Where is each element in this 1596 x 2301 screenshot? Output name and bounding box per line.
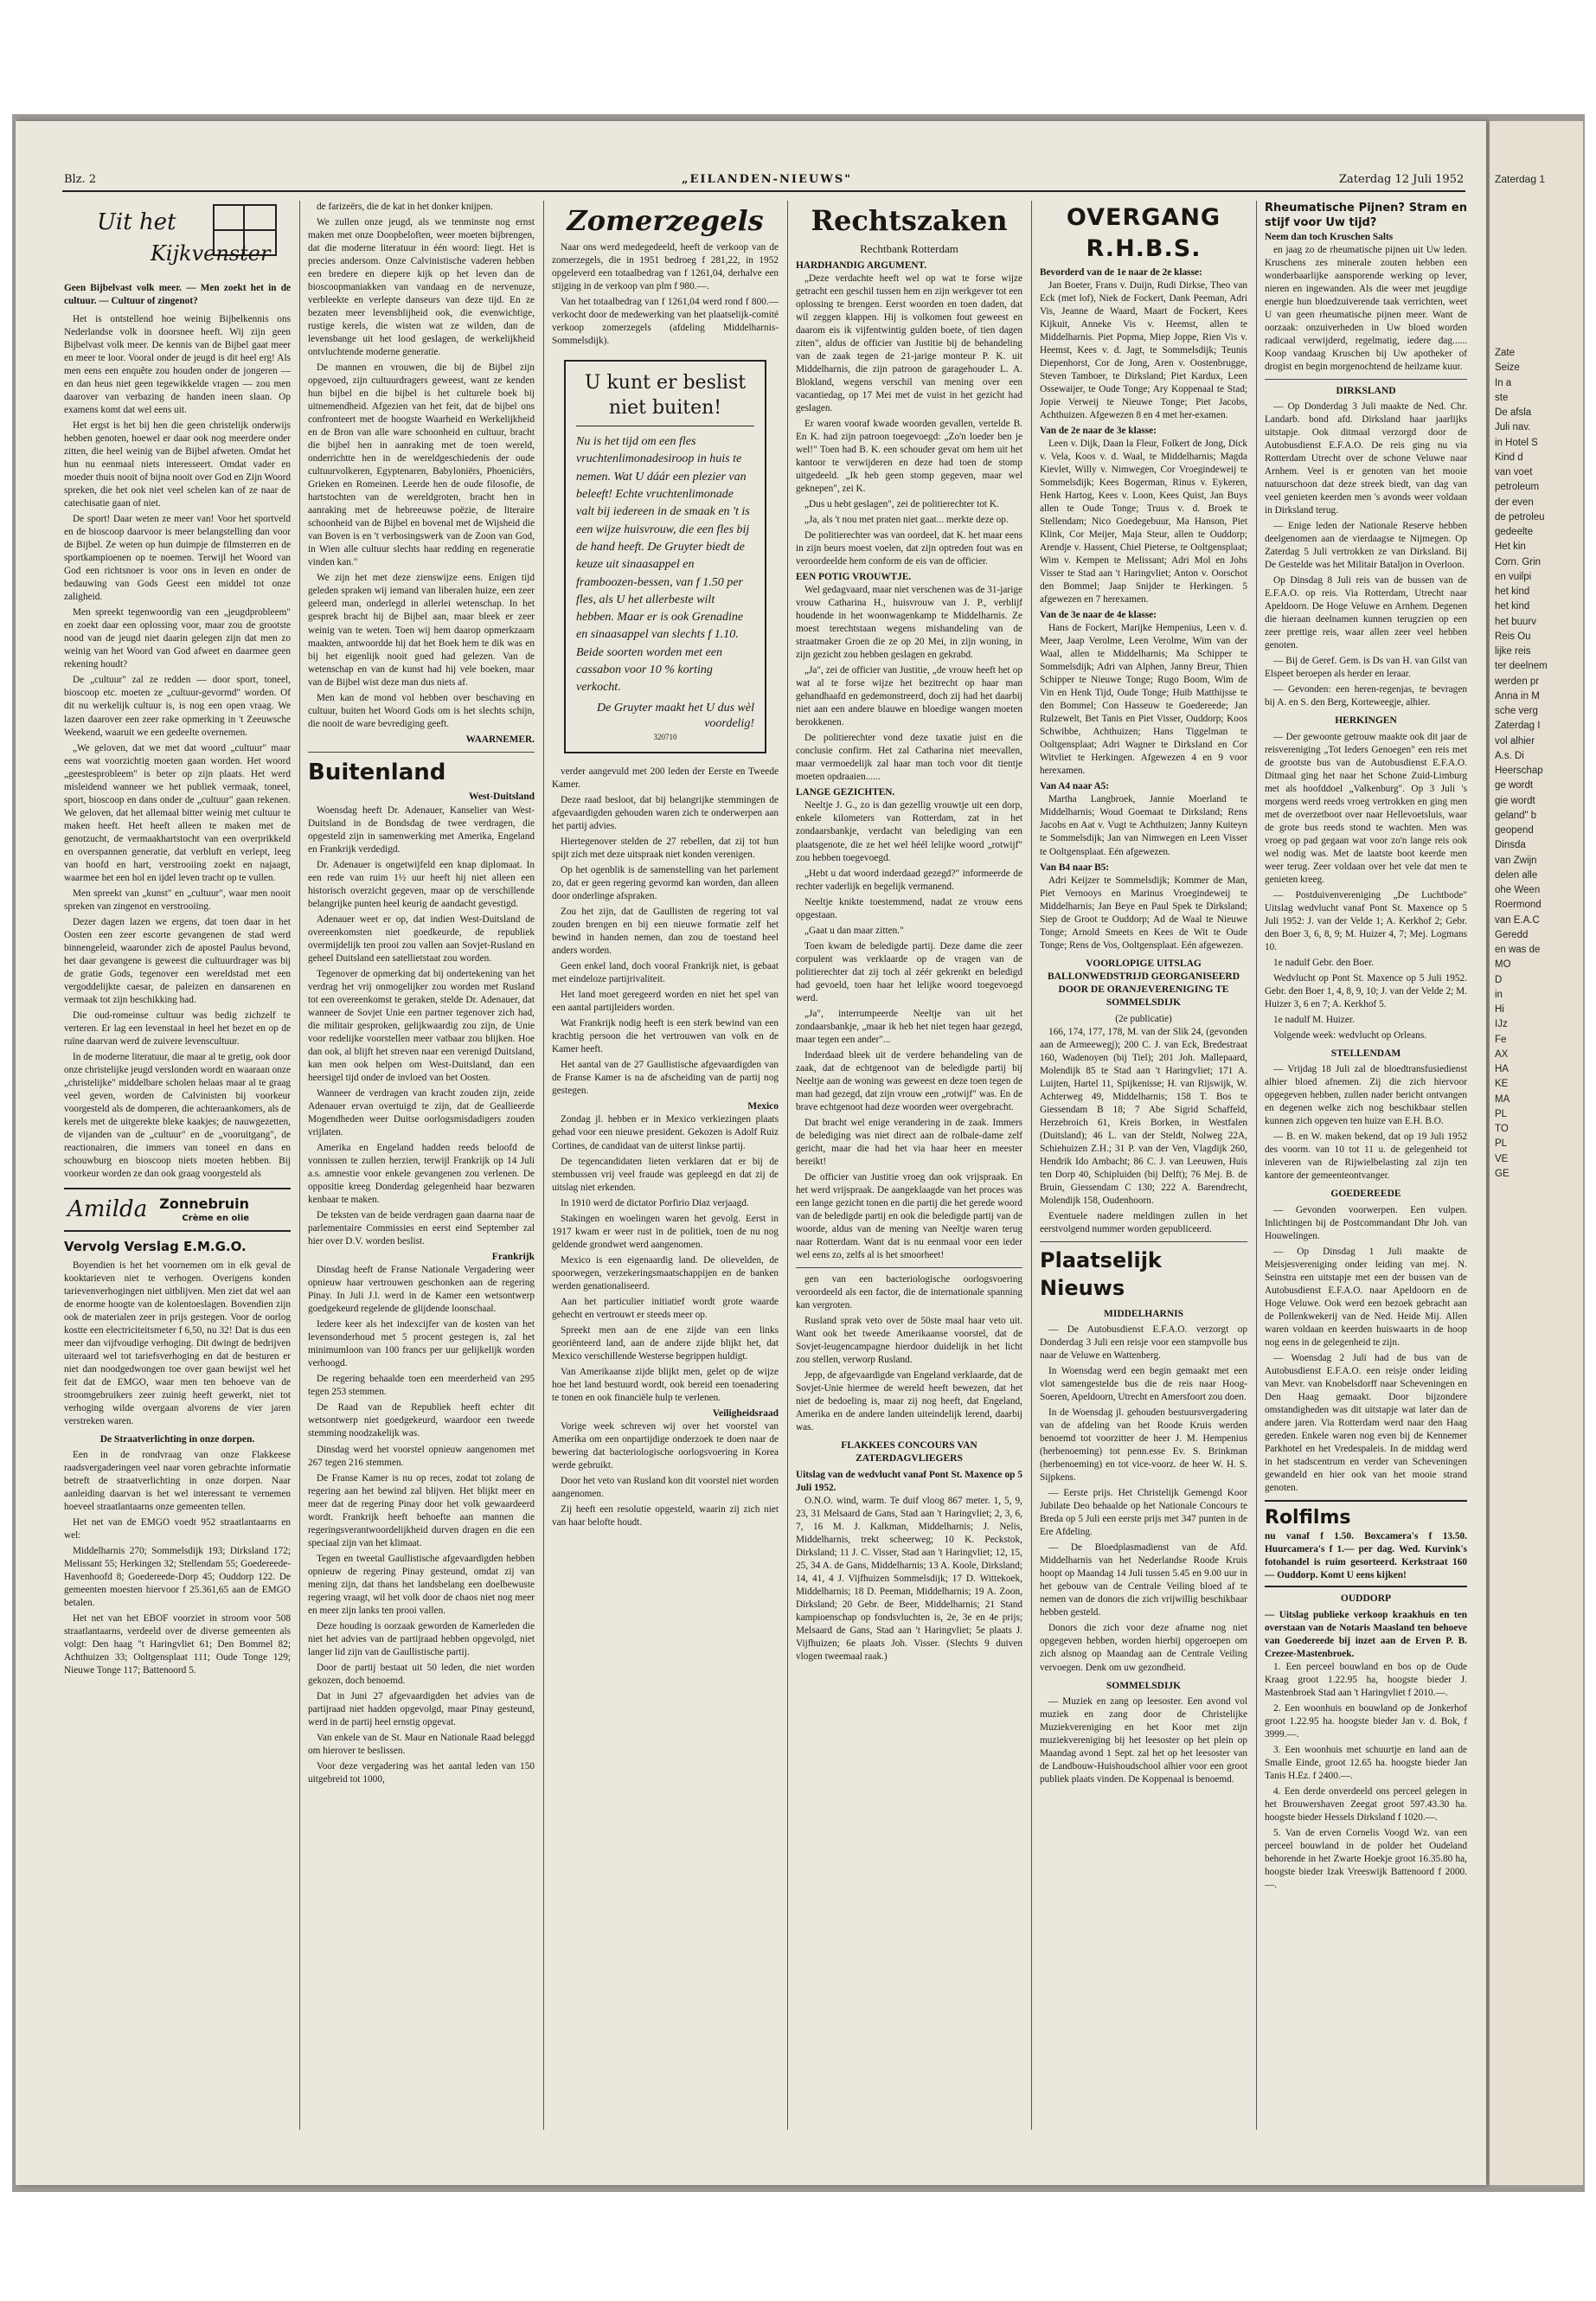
next-page-fragment: Geredd (1495, 929, 1529, 940)
header-rule (62, 190, 1465, 192)
next-page-fragment: ste (1495, 392, 1509, 403)
column-2 (308, 201, 535, 2130)
straat-body (64, 1449, 291, 1677)
article-paragraph: Adenauer weet er op, dat indien West-Duitsland de overeenkomsten niet goedkeurde, de republiek overmijdelijk ten prooi zou vallen aan Sovjet-Rusland en geheel Duitsland een satellietstaat zou worden. (308, 913, 535, 964)
column-divider (1031, 201, 1032, 2130)
emgo-heading: Vervolg Verslag E.M.G.O. (64, 1238, 247, 1254)
article-paragraph: — Postduivenvereniging „De Luchtbode" Uitslag wedvlucht vanaf Pont St. Maxence op 5 Juli 1952: J. van der Velde 1; A. Kerkhof 2; Gebr. den Boer 3, 6, 8, 9; M. Huizer 4, 7; Mej. Logmans 10. (1265, 889, 1467, 952)
article-paragraph: „Dus u hebt geslagen", zei de politierechter tot K. (804, 499, 999, 510)
article-paragraph: Vorige week schreven wij over het voorstel van Amerika om een onpartijdige onderzoek te doen naar de bewering dat bacteriologische oorlogsvoering in Korea werde gebruikt. (552, 1421, 779, 1471)
overgang-list-3: Hans de Fockert, Marijke Hempenius, Leen v. d. Meer, Jaap Verolme, Leen Verolme, Wim van der Waal, allen te Middelharnis; Ma Schipper te Sommelsdijk; Adri van Alphen, Janny Breur, Thien Schipper te Nieuwe Tonge; Rugo Boom, Wim de Vin en Henk Tijd, Oude Tonge; Huib Matthijsse te den Bommel; Con Hasseuw te Goedereede; Jan Rulzewelt, Bet Tanis en Piet Visser, Ouddorp; Koos Schwibbe, Achthuizen; Hans Tiggelman te Ooltgensplaat; Adri Wagner te Dirksland en Cor Witvliet te Herkingen. Afgewezen 4 en 9 voor herexamen. (1040, 623, 1247, 777)
article-paragraph: De teksten van de beide verdragen gaan daarna naar de parlementaire Commissies en eerst eind September zal hier over D.V. worden beslist. (308, 1209, 535, 1247)
herkingen-body (1265, 731, 1467, 1042)
overgang-lead-1: Bevorderd van de 1e naar de 2e klasse: (1040, 266, 1202, 278)
article-paragraph: Rusland sprak veto over de 50ste maal haar veto uit. Want ook het tweede Amerikaanse voorstel, dat de Sovjet-leugencampagne hierdoor duidelijk in het licht zou stellen, verworp Rusland. (796, 1316, 1022, 1366)
rechtszaken-heading: Rechtszaken (811, 204, 1008, 237)
frankrijk-continued (552, 766, 779, 1098)
article-paragraph: De politierechter vond deze taxatie juist en die conclusie confirm. Het zal Catharina niet meevallen, maar vermoedelijk zal haar man toch voor dit tientje moeten opdraaien...... (796, 733, 1022, 783)
article-paragraph: Jepp, de afgevaardigde van Engeland verklaarde, dat de Sovjet-Unie hiermee de wereld heeft bewezen, dat het niet de bedoeling is, maar zij nog heeft, dat Engeland, Amerika en de andere landen uiteindelijk lerend, daarbij was. (796, 1370, 1022, 1433)
article-paragraph: verder aangevuld met 200 leden der Eerste en Tweede Kamer. (552, 766, 779, 790)
article-paragraph: Amerika en Engeland hadden reeds beloofd de vonnissen te zullen herzien, terwijl Frankrijk op 14 Juli a.s. amnestie voor enkele gevangenen zou verlenen. De oppositie kreeg Donderdag gelegenheid haar bezwaren kenbaar te maken. (308, 1142, 535, 1205)
next-page-fragment: Seize (1495, 362, 1520, 374)
ad-code: 320710 (653, 732, 677, 741)
article-paragraph: Tegen en tweetal Gaullistische afgevaardigden hebben opnieuw de regering Pinay gesteund, omdat zij van mening zijn, dat thans het landsbelang een doelbewuste regering vraagt, wil het volk door de chaos niet nog meer en meer zijn lanks ten prooi vallen. (308, 1553, 535, 1616)
next-page-fragment: ter deelnem (1495, 661, 1548, 672)
amilda-logo: Amilda (67, 1196, 148, 1223)
next-page-fragment: werden pr (1495, 676, 1540, 687)
frankrijk-body (308, 1264, 535, 1786)
next-page-fragment: MO (1495, 959, 1511, 971)
kruschen-subheadline: Neem dan toch Kruschen Salts (1265, 231, 1394, 242)
goedereede-body (1265, 1204, 1467, 1495)
next-page-fragment: Heerschap (1495, 766, 1543, 776)
article-paragraph: — De Bloedplasmadienst van de Afd. Middelharnis van het Nederlandse Roode Kruis hoopt op Maandag 14 Juli tussen 5.45 en 9.00 uur in het gebouw van de Centrale Veiling bloed af te nemen van de donors die zich vrijwillig beschikbaar hebben gesteld. (1040, 1542, 1247, 1618)
article-paragraph: De Franse Kamer is nu op reces, zodat tot zolang de regering aan het bewind zal blijven. Het blijkt meer en meer dat de regering Pinay door het volk gewaardeerd wordt. Frankrijk heeft behoefte aan mannen die regeringsverantwoordelijkheid durven dragen en die een speciaal zijn van het klimaat. (308, 1472, 535, 1548)
article-paragraph: — Op Dinsdag 1 Juli maakte de Meisjesvereniging onder leiding van mej. N. Seinstra een uitstapje met een der bussen van de Autobusdienst E.F.A.O. naar Apeldoorn en de Hoge Veluwe. Ook werd een bezoek gebracht aan de Pollenkwekerij van de Ned. Heide Mij. Allen waren voldaan en keerden huiswaarts in de hoop nog eens in de gelegenheid te zijn. (1265, 1246, 1467, 1348)
de-gruyter-advertisement (564, 360, 766, 753)
ouddorp-body (1265, 1661, 1467, 1892)
article-paragraph: — Gevonden: een heren-regenjas, te bevragen bij A. en S. den Berg, Korteweegje, alhier. (1265, 684, 1467, 708)
next-page-fragment: gedeelte (1495, 527, 1534, 537)
article-paragraph: Het ergst is het bij hen die geen christelijk onderwijs hebben genoten, hoewel er daar ook nog meerdere onder zitten, die heel weinig van de Bijbel afweten. Omdat het hun nu eenmaal niets interesseert. Omdat vader en moeder thuis nooit of bijna nooit over God en Zijn Woord spreken, die het ook niet veel schelen kan of ze naar de catechisatie gaan of niet. (64, 420, 291, 510)
article-paragraph: 1e nadulf Gebr. den Boer. (1273, 957, 1375, 968)
amilda-product: Zonnebruin (159, 1195, 250, 1213)
next-page-fragment: in (1495, 989, 1503, 1000)
next-page-fragment: GE (1495, 1168, 1509, 1179)
ouddorp-heading: OUDDORP (1340, 1593, 1392, 1605)
stellendam-body-2: — B. en W. maken bekend, dat op 19 Juli 1952 des voorm. van 10 tot 11 u. de gelegenheid tot inleveren van de Rijwielbelasting zal zijn ten kantore der gemeenteontvanger. (1265, 1131, 1467, 1182)
next-page-fragment: het kind (1495, 601, 1530, 612)
article-paragraph: Inderdaad bleek uit de verdere behandeling van de zaak, dat de echtgenoot van de beledigde partij bij Neeltje aan de woning was geweest en deze toen tegen de man had gezegd, dat zijn vrouw een „rotwijf" was. En de brave echtgenoot had deze woorden weer overgebracht. (796, 1049, 1022, 1112)
article-paragraph: 5. Van de erven Cornelis Voogd Wz. van een perceel bouwland in de polder het Oudeland behorende in het Zwarte Hoekje groot 16.35.80 ha, hoogste bieder Izak Vreeswijk Battenoord f 2000.—. (1265, 1827, 1467, 1890)
newspaper-page (16, 121, 1486, 2185)
article-paragraph: We zijn het met deze zienswijze eens. Enigen tijd geleden spraken wij iemand van liberalen huize, een zeer geleerd man, onderlegd in allerlei wetenschap. In het gesprek bracht hij de Bijbel aan, maar bleek er zeer weinig van te weten. Toen wij hem daarop opmerkzaam maakten, antwoordde hij dat het Boek hem te dik was en bij het eigenlijk nooit goed had gelezen. Van de wetenschap en van de kunst had hij vele boeken, maar van de Bijbel wist deze man dus niets af. (308, 573, 535, 688)
article-paragraph: — Der gewoonte getrouw maakte ook dit jaar de reisvereniging „Tot Ieders Genoegen" een reis met de grootste bus van de Autobusdienst E.F.A.O. Ditmaal ging het naar het Schone Zuid-Limburg met als hoofddoel „Valkenburg". Op 3 Juli 's morgens werd reeds vroeg vertrokken en ging men met de overzetboot over naar Hellevoetsluis, waar de grote bus reeds stond te wachten. Men was vroeg op pad gegaan wat voor zo'n lange reis ook wel nodig was. Met de laatste boot keerde men weer terug. Zeer voldaan over het vele dat men te genieten kreeg. (1265, 731, 1467, 885)
column-1 (64, 201, 291, 2130)
rechtbank-subheading: Rechtbank Rotterdam (860, 241, 958, 255)
article-paragraph: Die oud-romeinse cultuur was bedig zichzelf te verteren. Er lag een levenstaal in heel het bezet en op de ruïne daarvan werd de zuivere levenscultuur. (64, 1009, 291, 1047)
middelharnis-heading: MIDDELHARNIS (1103, 1308, 1183, 1319)
article-paragraph: Donors die zich voor deze afname nog niet opgegeven hebben, worden hierbij opgeroepen om zich alsnog op Maandag aan de Centrale Veiling vervoegen. Denk om uw gezondheid. (1040, 1623, 1247, 1673)
ad-text: Nu is het tijd om een fles vruchtenlimonadesiroop in huis te nemen. Wat U dáár een plezier van beleeft! Echte vruchtenlimonade valt bij iedereen in de smaak en 't is een wijze huisvrouw, die een fles bij de hand heeft. De Gruyter biedt de keuze uit sinaasappel en framboozen-bessen, van f 1.50 per fles, als U het allerbeste wilt hebben. Maar er is ook Grenadine en sinaasappel van slechts f 1.10. Beide soorten worden met een cassabon voor 10 % korting verkocht. (576, 435, 750, 695)
article-paragraph: de farizeërs, die de kat in het donker knijpen. (317, 202, 493, 212)
article-paragraph: We zullen onze jeugd, als we tenminste nog ernst maken met onze Doopbeloften, weer moeten bijbrengen, dat die moderne literatuur in één woord: liegt. Het is precies andersom. Onze Calvinistische vaderen hebben een bredere en diepere kijk op het leven dan de bioscoopmaniakken van vandaag en de nervenuze, verbleekte en verlepte danseurs van deze tijd. En ze bezaten meer levensblijheid ook, die evenwichtige, rustige kerels, die wisten wat ze wilden, dan de levensbange uit het lood geslagen, de werkelijkheid ontvluchtende moderne generatie. (308, 217, 535, 358)
next-page-fragment: van Zwijn (1495, 855, 1537, 866)
ad-footer: De Gruyter maakt het U dus wèl voordelig! (597, 701, 754, 731)
next-page-fragment: van E.A.C (1495, 914, 1540, 926)
next-page-fragment: IJz (1495, 1019, 1508, 1030)
article-paragraph: Het net van het EBOF voorziet in stroom voor 508 straatlantaarns, verdeeld over de diverse gemeenten als volgt: Den haag "t Haringvliet 61; Den Bommel 82; Achthuizen 33; Ooltgensplaat 111; Oude Tonge 129; Nieuwe Tonge 117; Battenoord 5. (64, 1613, 291, 1676)
kijkvenster-heading (64, 201, 291, 280)
sommelsdijk-heading: SOMMELSDIJK (1106, 1680, 1182, 1691)
article-paragraph: 3. Een woonhuis met schuurtje en land aan de Smalle Einde, groot 12.65 ha. hoogste bieder Jan Tanis H.Ez. f 2400.—. (1265, 1744, 1467, 1781)
next-page-fragment: sche verg (1495, 706, 1538, 716)
section-rule (796, 1267, 1022, 1268)
article-paragraph: Hiertegenover stelden de 27 rebellen, dat zij tot hun spijt zich met deze uitspraak niet konden verenigen. (552, 836, 779, 860)
article-paragraph: Dr. Adenauer is ongetwijfeld een knap diplomaat. In een rede van ruim 1½ uur heeft hij niet alleen een historisch overzicht gegeven, maar op de verschillende belangrijke punten heel keurig de aandacht gevestigd. (308, 859, 535, 909)
veiligheidsraad-continued (796, 1273, 1022, 1434)
kijkvenster-continued (308, 201, 535, 731)
next-page-fragment: gie wordt (1495, 795, 1535, 806)
article-paragraph: — Woensdag 2 Juli had de bus van de Autobusdienst E.F.A.O. een reisje onder leiding van Mevr. van Knobelsdorff naar Scheveningen en Den Haag gemaakt. Door bijzondere omstandigheden was dit uitstapje wat later dan de andere jaren. Via Rotterdam werd naar den Haag gereden. Enkele waren nog even bij de Kennemer Parkhotel en het Vredespaleis. In de middag werd in het stadscentrum en verder van Scheveningen gewandeld en hier ook van het mooie strand genoten. (1265, 1352, 1467, 1494)
article-paragraph: gen van een bacteriologische oorlogsvoering veroordeeld als een factor, die de internationale spanning kan vergroten. (796, 1273, 1022, 1311)
article-paragraph: De „cultuur" zal ze redden — door sport, toneel, bioscoop etc. moeten ze „cultuur-gevormd" worden. Of dit nu werkelijk cultuur is, is nog een open vraag. We lazen daarover een zeer rake opmerking in 't Zeeuwsche Weekend, waaruit we een gedeelte overnemen. (64, 675, 291, 738)
plaatselijk-nieuws-heading: Plaatselijk Nieuws (1040, 1248, 1162, 1300)
article-paragraph: Iedere keer als het indexcijfer van de kosten van het levensonderhoud met 5 procent gestegen is, zal het minimumloon van 100 francs per uur gelijkelijk worden verhoogd. (308, 1319, 535, 1369)
article-paragraph: Neeltje J. G., zo is dan gezellig vrouwtje uit een dorp, enkele kilometers van Rotterdam, zat in het zondaarsbankje, verdacht van belediging van een plaatsgenote, die ze het wel héél lelijke woord „rotwijf" zou hebben toegevoegd. (796, 800, 1022, 863)
overgang-lead-5: Van B4 naar B5: (1040, 862, 1110, 873)
next-page-fragment: Reis Ou (1495, 631, 1531, 642)
next-page-fragment: het buurv (1495, 616, 1536, 627)
next-page-fragment: het kind (1495, 586, 1530, 597)
article-paragraph: In Woensdag werd een begin gemaakt met een vlot samengestelde bus die de reis naar Hoog-Soeren, Apeldoorn, Utrecht en Amersfoort zou doen. (1040, 1366, 1247, 1403)
article-paragraph: Volgende week: wedvlucht op Orleans. (1273, 1030, 1427, 1041)
next-page-fragment: Fe (1495, 1034, 1507, 1045)
section-rule (308, 752, 535, 753)
zomerzegels-heading: Zomerzegels (567, 204, 764, 237)
article-paragraph: „We geloven, dat we met dat woord „cultuur" maar eens wat voorzichtig moeten gaan worden. Het woord „geestesprobleem" is beter op zijn plaats. Het werd misleidend wanneer we het publiek vermaak, toneel, sport, bioscoop en dans onder de „cultuur" gaan rekenen. We geloven, dat het allemaal bitter weinig met cultuur te maken heeft. Het heeft alleen te maken met de genotzucht, de vermaakhartstocht van een overprikkeld en overspannen generatie, dat verbluft en verlept, leeg van hoofd en hart, verstrooiing zoekt en najaagt, waarmee het een hol en ijdel leven tracht op te vullen. (64, 742, 291, 883)
article-paragraph: 1. Een perceel bouwland en bos op de Oude Kraag groot 1.22.95 ha, hoogste bieder J. Mastenbroek Stad aan 't Haringvliet f 2010.—. (1265, 1661, 1467, 1698)
article-paragraph: — Enige leden der Nationale Reserve hebben deelgenomen aan de vierdaagse te Nijmegen. Op Zaterdag 5 Juli vertrokken ze van Dirksland. Bij De Gestelde was het Militair Bataljon in Overloon. (1265, 521, 1467, 571)
next-page-fragment: en was de (1495, 945, 1541, 955)
next-page-fragment: De afsla (1495, 407, 1532, 418)
rolfilms-text: nu vanaf f 1.50. Boxcamera's f 13.50. Huurcamera's f 1.— per dag. Wed. Kurvink's fotohandel is ruim gesorteerd. Kerkstraat 160 — Ouddorp. Komt U eens kijken! (1265, 1531, 1467, 1581)
sommelsdijk-body (1040, 1695, 1247, 1786)
article-paragraph: Het land moet geregeerd worden en niet het spel van een aantal partijleiders worden. (552, 990, 779, 1014)
buitenland-heading: Buitenland (308, 759, 446, 785)
straat-heading: De Straatverlichting in onze dorpen. (99, 1433, 255, 1445)
article-paragraph: Wat Frankrijk nodig heeft is een sterk bewind van een krachtig persoon die het vertrouwen van volk en de Kamer heeft. (552, 1018, 779, 1055)
next-page-fragment: PL (1495, 1108, 1508, 1119)
mexico-body (552, 1113, 779, 1404)
next-page-edge (1490, 121, 1583, 2185)
article-paragraph: Van Amerikaanse zijde blijkt men, gelet op de wijze hoe het land bestuurd wordt, ook bereid een toenadering te tonen en ook financiële hulp te verlenen. (552, 1366, 779, 1403)
article-paragraph: Men spreekt van „kunst" en „cultuur", waar men nooit spreken van zingenot en verstrooiing. (64, 888, 291, 912)
column-divider (543, 201, 544, 2130)
emgo-body (64, 1259, 291, 1428)
overgang-list-4: Martha Langbroek, Jannie Moerland te Middelharnis; Woud Goemaat te Dirksland; Rens Jacobs en Aat v. Vugt te Achthuizen; Janny Kuiteyn te Sommelsdijk; Jan van Nimwegen en Leen Visser te Ooltgensplaat. Eén afgewezen. (1040, 794, 1247, 857)
next-page-fragment: in Hotel S (1495, 437, 1538, 448)
article-paragraph: Deze houding is oorzaak geworden de Kamerleden die niet het advies van de partijraad hebben opgevolgd, niet langer lid zijn van de Gaullistische partij. (308, 1620, 535, 1657)
flakkee-heading: FLAKKEES CONCOURS VAN ZATERDAGVLIEGERS (841, 1440, 977, 1465)
ad-headline: U kunt er beslist niet buiten! (576, 370, 754, 427)
overgang-list-2: Leen v. Dijk, Daan la Fleur, Folkert de Jong, Dick v. Vela, Koos v. d. Waal, te Middelharnis; Magda Kievlet, Willy v. Nimwegen, Cor Vroegindeweij te Sommelsdijk; Kees Bogerman, Rinus v. Eykeren, Henk Hartog, Kees v. Loon, Kees Quist, Jan Buys allen te Oude Tonge; Truus v. d. Broek te Stellendam; Nico Goedegebuur, Ma Hanson, Piet Klink, Cor Meijer, Maja Steur, allen te Ouddorp; Arendje v. Hassent, Chiel Pieterse, te Ooltgensplaat; Wim v. Kempen te Melissant; Adri Mol en Johs Visser te Stad aan 't Haringvliet; Anton v. Oorschot den Bommel; Jaap Snijder te Herkingen. 5 afgewezen en 7 herexamen. (1040, 439, 1247, 606)
column-6 (1265, 201, 1467, 2130)
article-paragraph: De tegencandidaten lieten verklaren dat er bij de stembussen vrij veel fraude was gepleegd en dat zij de uitslag niet erkenden. (552, 1156, 779, 1193)
ballon-heading: VOORLOPIGE UITSLAG BALLONWEDSTRIJD GEORGANISEERD DOOR DE ORANJEVERENIGING TE SOMMELSDIJK (1047, 958, 1240, 1009)
article-paragraph: Stakingen en woelingen waren het gevolg. Eerst in 1917 kwam er weer rust in de politiek, toen de nu nog geldende grondwet werd aangenomen. (552, 1213, 779, 1250)
zomerzegels-body (552, 241, 779, 348)
flakkee-body (796, 1495, 1022, 1663)
next-page-fragment: delen alle (1495, 869, 1538, 881)
article-paragraph: — Eerste prijs. Het Christelijk Gemengd Koor Jubilate Deo behaalde op het Nationale Concours te Breda op 5 Juli een eerste prijs met 347 punten in de Ere Afdeling. (1040, 1488, 1247, 1538)
next-page-fragment: MA (1495, 1093, 1510, 1105)
next-page-fragment: lijke reis (1495, 646, 1531, 657)
case-1-heading: HARDHANDIG ARGUMENT. (796, 260, 927, 271)
overgang-lead-3: Van de 3e naar de 4e klasse: (1040, 610, 1157, 621)
article-paragraph: Dat bracht wel enige verandering in de zaak. Immers de belediging was niet direct aan de rolbale-dame zelf gericht, maar die had het via haar heer en meester bereikt! (796, 1117, 1022, 1167)
article-paragraph: Het aantal van de 27 Gaullistische afgevaardigden van de Franse Kamer is na de afscheiding van de partij nog gestegen. (552, 1060, 779, 1097)
veiligheidsraad-body (552, 1420, 779, 1529)
west-duitsland-body (308, 804, 535, 1249)
next-page-fragment: Het kin (1495, 542, 1526, 553)
article-paragraph: Een in de rondvraag van onze Flakkeese raadsvergaderingen veel naar voren gebrachte informatie betreft de straatverlichting in onze dorpen. Naar aanleiding daarvan is het wel interessant te vernemen hoeveel straatlantaarns onze gemeenten tellen. (64, 1450, 291, 1513)
herkingen-heading: HERKINGEN (1335, 715, 1397, 727)
article-paragraph: Het net van de EMGO voedt 952 straatlantaarns en wel: (64, 1517, 291, 1541)
next-page-fragment: Kind d (1495, 452, 1523, 463)
article-signature: WAARNEMER. (465, 734, 535, 745)
rolfilms-heading: Rolfilms (1265, 1507, 1351, 1529)
article-paragraph: De officier van Justitie vroeg dan ook vrijspraak. En het werd vrijspraak. De aangeklaagde van het proces was een lange gezicht tonen en die partij die het gerede woord van de beledigde partij en ook die beledigde partij van de woorde, aldus van de mening van Neeltje waren terug naar Rotterdam. Want dat is nu eenmaal voor een ieder wel eens zo, zelfs al is het smoorheet! (796, 1171, 1022, 1260)
overgang-heading: OVERGANG R.H.B.S. (1066, 204, 1221, 262)
article-paragraph: Geen enkel land, doch vooral Frankrijk niet, is gebaat met eindeloze partijrivaliteit. (552, 961, 779, 985)
article-paragraph: — Gevonden voorwerpen. Een vulpen. Inlichtingen bij de Postcommandant Dhr Joh. van Houwelingen. (1265, 1204, 1467, 1241)
article-paragraph: Wedvlucht op Pont St. Maxence op 5 Juli 1952. Gebr. den Boer 1, 4, 8, 9, 10; J. van der Velde 2; M. Huizer 3, 6 en 7; A. Kerkhof 5. (1265, 972, 1467, 1009)
case-3-body (796, 799, 1022, 1262)
overgang-list-1: Jan Boeter, Frans v. Duijn, Rudi Dirkse, Theo van Eck (met lof), Niek de Fockert, Dank Peeman, Adri Vis, Jeanne de Waard, Maart de Fockert, Kees Kijkuit, Anneke Vis v. Heemst, allen te Middelharnis. Piet Popma, Miep Joppe, Rien Vis v. Heemst, Kees v. d. Jagt, te Sommelsdijk; Teunis Diepenhorst, Cor de Jong, Aren v. Oostenbrugge, Steven Tamboer, te Dirksland; Piet Kardux, Leen Ossewaijer, te Oude Tonge; Ary Koppenaal te Stad; Jopie Verweij te Nieuwe Tonge; Piet Jacobs, Achthuizen. Afgewezen 8 en 4 met her-examen. (1040, 279, 1247, 420)
article-paragraph: „Ja", zei de officier van Justitie, „de vrouw heeft het op wat al te forse wijze het bezitrecht op haar man gehandhaafd en gedemonstreerd, doch zij had het daarbij niet aan een andere blauwe en bloedige wangen moeten berokkenen. (796, 665, 1022, 728)
next-page-fragment: en vuilpi (1495, 571, 1532, 582)
article-paragraph: Zou het zijn, dat de Gaullisten de regering tot val zouden brengen en bij een nieuwe formatie zelf het bewind in handen nemen, dan zou de toestand heel anders worden. (552, 906, 779, 957)
article-paragraph: De regering behaalde toen een meerderheid van 295 tegen 253 stemmen. (308, 1374, 535, 1398)
article-paragraph: De mannen en vrouwen, die bij de Bijbel zijn opgevoed, zijn cultuurdragers geweest, want ze kenden hun bijbel en die bijbel is het culturele boek bij uitnemendheid. Afgezien van het feit, dat de bijbel ons confronteert met de hoogste Waarheid en Werkelijkheid en de Bron van alle ware schoonheid en cultuur, bracht die bijbel hen in aanraking met de toen wereld, onderrichtte hen in de wereldgeschiedenis der oude cultuurvolkeren, Egyptenaren, Babyloniërs, Phoeniciërs, Grieken en Romeinen. Leerde hen de oude filosofie, de hartstochten van de wereldgroten, bracht hen in aanraking met de hebreeuwse poëzie, de literaire schoonheid van de Bijbel en bovenal met de Wijsheid die van Boven is en 't verbosingswerk van de Zoon van God, in Wien alle cultuur slechts haar redding en regeneratie vinden kan." (308, 362, 535, 568)
next-page-fragment: TO (1495, 1124, 1509, 1134)
next-page-fragment: AX (1495, 1048, 1509, 1060)
overgang-lead-4: Van A4 naar A5: (1040, 781, 1110, 792)
next-page-fragment: KE (1495, 1079, 1509, 1090)
next-page-fragment: Dinsda (1495, 840, 1526, 851)
newspaper-name: „EILANDEN-NIEUWS" (682, 173, 853, 186)
case-2-body (796, 584, 1022, 784)
next-page-fragment: Corn. Grin (1495, 556, 1542, 567)
article-paragraph: Toen kwam de beledigde partij. Deze dame die zeer corpulent was verklaarde op de vragen van de politierechter dat zij toch al zéér gekrenkt en beledigd had gevoeld, toen haar het lelijke woord toegevoegd werd. (796, 940, 1022, 1003)
next-page-fragment: vol alhier (1495, 735, 1535, 747)
article-paragraph: Door het veto van Rusland kon dit voorstel niet worden aangenomen. (552, 1476, 779, 1500)
west-duitsland-heading: West-Duitsland (468, 792, 535, 803)
article-paragraph: — Bij de Geref. Gem. is Ds van H. van Gilst van Elspeet beroepen als herder en leraar. (1265, 656, 1467, 680)
amilda-subtitle: Crème en olie (182, 1214, 250, 1224)
article-paragraph: Deze raad besloot, dat bij belangrijke stemmingen de afgevaardigden gehouden waren zich te onderwerpen aan het partij advies. (552, 794, 779, 831)
next-page-fragment: petroleum (1495, 482, 1540, 493)
article-paragraph: — Op Donderdag 3 Juli maakte de Ned. Chr. Landarb. bond afd. Dirksland haar jaarlijks uitstapje. Ook ditmaal verzorgd door de Autobusdienst E.F.A.O. De reis ging nu via Rotterdam Utrecht over de schone Veluwe naar Arnhem. Veel is er genoten van het mooie natuurschoon dat deze streek biedt, van dag van veel genieten keerden men 's avonds weer voldaan in Dirksland terug. (1265, 401, 1467, 516)
article-paragraph: Van het totaalbedrag van f 1261,04 werd rond f 800.— verkocht door de medewerking van het plaatselijk-comité verkoop zomerzegels (afdeling Middelharnis-Sommelsdijk). (552, 296, 779, 346)
ballon-subheading: (2e publicatie) (1115, 1013, 1172, 1024)
article-paragraph: Neeltje knikte toestemmend, nadat ze vrouw eens opgestaan. (796, 896, 1022, 920)
next-page-fragment: geopend (1495, 825, 1534, 836)
article-paragraph: In de Woensdag jl. gehouden bestuursvergadering van de afdeling van het Roode Kruis werden benoemd tot voorzitter de heer J. M. Hempenius (herbenoeming) tot penn.esse Ev. S. Brinkman (herbenoeming) en tot vice-voorz. de heer W. H. S. Sijpkens. (1040, 1407, 1247, 1484)
article-paragraph: Wanneer de verdragen van kracht zouden zijn, zeide Adenauer ervan overtuigd te zijn, dat de Geallieerde Mogendheden weer Duitse oorlogsmisdadigers zouden vrijlaten. (308, 1087, 535, 1138)
next-page-fragment: ge wordt (1495, 780, 1534, 792)
frankrijk-heading: Frankrijk (491, 1252, 535, 1263)
kruschen-headline: Rheumatische Pijnen? Stram en stijf voor Uw tijd? (1265, 202, 1467, 230)
flakkee-lead: Uitslag van de wedvlucht vanaf Pont St. Maxence op 5 Juli 1952. (796, 1469, 1022, 1493)
article-paragraph: „Ja, als 't nou met praten niet gaat... merkte deze op. (804, 515, 1009, 526)
section-rule (1265, 379, 1467, 380)
next-page-fragment: Roermond (1495, 900, 1542, 911)
article-paragraph: De Raad van de Republiek heeft echter dit wetsontwerp niet goedgekeurd, waardoor een tweede stemming noodzakelijk was. (308, 1402, 535, 1439)
article-paragraph: Wel gedagvaard, maar niet verschenen was de 31-jarige vrouw Catharina H., huisvrouw van J. P., verblijf houdende in het woonwagenkamp te Middelharnis. Ze moest terechtstaan wegens mishandeling van de straatmaker Groen die ze op 20 Mei, in zijn woning, in zijn gezicht zou hebben geslagen en gekrabd. (796, 585, 1022, 661)
article-paragraph: 2. Een woonhuis en bouwland op de Jonkerhof groot 1.22.95 ha. hoogste bieder Jan v. d. Bok, f 3999.—. (1265, 1702, 1467, 1740)
article-paragraph: Het is ontstellend hoe weinig Bijbelkennis ons Nederlandse volk in doorsnee heeft. Wij zijn geen Bijbelvast volk meer. De kennis van de Bijbel gaat meer en meer te loor. Vooral onder de jeugd is dit heel erg! Als men eens een enquête zou houden onder de jongeren — en dan heus niet geen tegewikkelde vragen — zou men daarover van verbazing de handen ineen slaan. Op examens komt dat wel eens uit. (64, 314, 291, 416)
column-divider (1256, 201, 1257, 2130)
next-page-fragment: Juli nav. (1495, 422, 1531, 433)
article-paragraph: „Gaat u dan maar zitten." (804, 925, 904, 936)
article-paragraph: Door de partij bestaat uit 50 leden, die niet worden gekozen, doch benoemd. (308, 1662, 535, 1686)
next-page-fragment: de petroleu (1495, 511, 1545, 522)
article-paragraph: Tegenover de opmerking dat bij ondertekening van het verdrag het vrij onmogelijker zou worden met Rusland tot een overeenkomst te geraken, stelde Dr. Adenauer, dat wanneer de Sovjet Unie een partner tegenover zich had, die militair gesproken, gelijkwaardig zou zijn, de Unie voor redelijke voorstellen meer vatbaar zou blijken. Hoe dan ook, al blijft het streven naar een verenigd Duitsland, kan men ook helpen om West-Duitsland, dan een heersigel tijd onder de invloed van het Oosten. (308, 968, 535, 1083)
next-page-fragment: geland" b (1495, 810, 1537, 821)
article-paragraph: Dezer dagen lazen we ergens, dat toen daar in het Oosten een zeer escorte gevangenen de stad werd binnengeleid, waaronder zich de apostel Paulus bevond, het daar gevangene is geweest die cultuurdrager was bij de gratie Gods, tegenover een wereldstad met een vergoddelijkte caesar, de paleizen en dansarenen en vermaak tot zijn beschikking had. (64, 916, 291, 1005)
article-paragraph: Dinsdag heeft de Franse Nationale Vergadering weer opnieuw haar vertrouwen geschonken aan de regering Pinay. In Juli J.l. werd in de Kamer een wetsontwerp goedgekeurd regelende de glijdende loonschaal. (308, 1265, 535, 1315)
article-paragraph: Men kan de mond vol hebben over beschaving en cultuur, buiten het Woord Gods om is het slechts schijn, die nooit de ware bevrediging geeft. (308, 692, 535, 729)
article-paragraph: In 1910 werd de dictator Porfirio Diaz verjaagd. (561, 1197, 749, 1208)
overgang-list-5: Adri Keijzer te Sommelsdijk; Kommer de Man, Piet Vernooys en Marinus Vroegindeweij te Middelharnis; Jan Beye en Paul Spek te Dirksland; Siep de Groot te Ouddorp; Ad de Waal te Nieuwe Tonge; Arnold Smeets en Kees de Wit te Oude Tonge; Rens de Vos, Ooltgensplaat. Eén afgewezen. (1040, 875, 1247, 951)
kijkvenster-lead: Geen Bijbelvast volk meer. — Men zoekt het in de cultuur. — Cultuur of zingenot? (64, 283, 291, 307)
case-2-heading: EEN POTIG VROUWTJE. (796, 572, 912, 583)
dirksland-heading: DIRKSLAND (1336, 385, 1396, 396)
article-paragraph: De sport! Daar weten ze meer van! Voor het sportveld en de bioscoop daarvoor is meer belangstelling dan voor de Bijbel. Ze weten op hun duimpje de filmsterren en de sportkampioenen op te noemen. Terwijl het Woord van God een richtsnoer is voor ons in leven en onder de bedauwing van Gods Geest een middel tot onze zaligheid. (64, 514, 291, 603)
goedereede-heading: GOEDEREEDE (1330, 1189, 1401, 1200)
article-paragraph: Op het ogenblik is de samenstelling van het parlement zo, dat er geen regering gevormd kan worden, dan alleen door onderlinge afspraken. (552, 864, 779, 901)
article-paragraph: 4. Een derde onverdeeld ons perceel gelegen in het Brouwershaven Zeegat groot 597.43.30 ha. hoogste bieder Hessels Dirksland f 1020.—. (1265, 1785, 1467, 1823)
next-page-header: Zaterdag 1 (1495, 173, 1546, 185)
next-page-fragment: PL (1495, 1138, 1508, 1150)
next-page-fragment: van voet (1495, 467, 1533, 478)
article-paragraph: Op Dinsdag 8 Juli reis van de bussen van de E.F.A.O. op reis. Via Rotterdam, Utrecht naar Apeldoorn. De Hoge Veluwe en Arnhem. Degenen die hieraan deelnamen kunnen terugzien op een zeer prettige reis, waar allen zeer veel hebben genoten. (1265, 575, 1467, 651)
page-number: Blz. 2 (64, 173, 97, 186)
article-paragraph: „Hebt u dat woord inderdaad gezegd?" informeerde de rechter vaderlijk en begelijk vermanend. (796, 868, 1022, 892)
stellendam-body-1: — Vrijdag 18 Juli zal de bloedtransfusiedienst alhier bloed afnemen. Zij die zich hiervoor opgegeven hebben, zullen nader bericht ontvangen en degenen welke zich nog beschikbaar stellen kunnen zich opgeven ten huize van E.H. B.O. (1265, 1064, 1467, 1127)
article-paragraph: Voor deze vergadering was het aantal leden van 150 uitgebreid tot 1000, (308, 1760, 535, 1785)
kijkvenster-body (64, 313, 291, 1181)
article-paragraph: Er waren vooraf kwade woorden gevallen, vertelde B. En K. had zijn patroon toegevoegd: „Zo'n loeder ben je wel!" Toen had B. K. een schouder gevat om hem uit het kantoor te verwijderen en deze had toen de stomp uitgedeeld. „Ik heb geen stomp gegeven, maar wel geknepen", zei K. (796, 419, 1022, 495)
article-paragraph: Boyendien is het het voornemen om in elk geval de kooktarieven niet te verhogen. Overigens konden tarievenverhogingen niet uitblijven. Men ziet dat wel aan de enorme hoogte van de kolentoeslagen. Bovendien zijn ook de materialen zeer in prijs gestegen. Voor de oorlog kostte een electriciteitsmeter f 6,50, nu 32! Dat is dus een meer dan vijfvoudige verhoging. Dit dwingt de bedrijven uiteraard wel tot tariefsverhoging en dat de besturen er niet dan noodgedwongen toe over gaan bewijst wel het feit dat de EMGO, waar men ten behoeve van de stroomgebruikers zeer zuinig heeft gewerkt, niet tot verhoging wilde overgaan alvorens de vier jaren verstreken waren. (64, 1259, 291, 1426)
column-divider (299, 201, 300, 2130)
ballon-note: Eventuele nadere meldingen zullen in het eerstvolgend nummer worden gepubliceerd. (1040, 1210, 1247, 1234)
column-5 (1040, 201, 1247, 2130)
article-paragraph: Dinsdag werd het voorstel opnieuw aangenomen met 267 tegen 216 stemmen. (308, 1444, 535, 1468)
column-3 (552, 201, 779, 2130)
next-page-fragment: In a (1495, 377, 1512, 388)
next-page-fragment: der even (1495, 497, 1534, 508)
article-paragraph: Men spreekt tegenwoordig van een „jeugdprobleem" en zoekt daar een oplossing voor, maar zou de grootste nood van de jeugd niet daarin gelegen zijn dat men zo weinig van het Woord van God afweet en daarmee geen rekening houdt? (64, 607, 291, 670)
heading-uit: Uit het (97, 209, 176, 235)
mexico-heading: Mexico (747, 1101, 779, 1112)
heading-kijkvenster: Kijkvenster (151, 241, 271, 266)
article-paragraph: In de moderne literatuur, die maar al te gretig, ook door onze christelijke jeugd verslonden wordt en waaraan onze „christelijke" middelbare scholen helaas maar al te graag veel geven, worden de Calvinisten bij voorkeur voorgesteld als de domperen, die achteraankomers, als de kerels met de uitgerekte bleke kaakjes; de nauwgezetten, de vijanden van de „cultuur" en de „vooruitgang", de reactionairen, die immers van toneel en dans en schouwburg en bioscoop niets moeten hebben. Bij voorkeur worden ze dan ook graag voorgesteld als (64, 1051, 291, 1180)
article-paragraph: Mexico is een eigenaardig land. De olievelden, de spoorwegen, verzekeringsmaatschappijen en de banken werden genationaliseerd. (552, 1254, 779, 1292)
article-paragraph: Zondag jl. hebben er in Mexico verkiezingen plaats gehad voor een nieuwe president. Gekozen is Adolf Ruiz Cortines, de candidaat van de uiterst linkse partij. (552, 1114, 779, 1151)
article-paragraph: Middelharnis 270; Sommelsdijk 193; Dirksland 172; Melissant 55; Herkingen 32; Stellendam 55; Goedereede-Havenhoofd 8; Goedereede-Dorp 45; Ouddorp 122. De gemeenten moesten hiervoor f 25.361,65 aan de EMGO betalen. (64, 1546, 291, 1609)
article-paragraph: — De Autobusdienst E.F.A.O. verzorgt op Donderdag 3 Juli een reisje voor een stampvolle bus naar de Veluwe en Wattenberg. (1040, 1324, 1247, 1362)
case-1-body (796, 272, 1022, 568)
column-divider (787, 201, 788, 2130)
next-page-fragment: Zate (1495, 348, 1516, 358)
article-paragraph: — Muziek en zang op leesoster. Een avond vol muziek en zang door de Christelijke Muziekvereniging en het Koor met zijn muziekvereniging bij het leesoster op het plein op Maandag avond 1 Sept. zal het op het leesoster van de Landbouw-Huishoudschool alhier voor een groot publiek plaats vinden. De Koppenaal is benoemd. (1040, 1695, 1247, 1785)
article-paragraph: 1e nadulf M. Huizer. (1273, 1014, 1355, 1025)
dirksland-body (1265, 401, 1467, 709)
veiligheidsraad-heading: Veiligheidsraad (712, 1407, 779, 1419)
ouddorp-lead: — Uitslag publieke verkoop kraakhuis en ten overstaan van de Notaris Maasland ten behoeve van Goedereede bij inzet aan de Erven P. B. Crezee-Mastenbroek. (1265, 1609, 1467, 1659)
kruschen-text: en jaag zo de rheumatische pijnen uit Uw leden. Kruschens zes minerale zouten hebben een wonderbaarlijke aansporende werking op lever, nieren en ingewanden. Als die weer met jeugdige energie hun bloedzuiverende taak verrichten, weet U van geen rheumatische pijnen meer. Want de oorzaak: onzuiverheden in Uw bloed worden radicaal verwijderd, regelmatig, iedere dag...... Koop vandaag Kruschen bij Uw apotheker of drogist en begin morgenochtend de heilzame kuur. (1265, 244, 1467, 372)
article-paragraph: Aan het particulier initiatief wordt grote waarde gehecht en vertrouwt er steeds meer op. (552, 1296, 779, 1320)
next-page-fragments (1495, 346, 1581, 1182)
case-3-heading: LANGE GEZICHTEN. (796, 787, 895, 798)
article-paragraph: „Ja", interrumpeerde Neeltje van uit het zondaarsbankje, „maar ik heb het niet tegen haar gezegd, maar tegen een ander"... (796, 1008, 1022, 1045)
article-paragraph: Zij heeft een resolutie opgesteld, waarin zij zich niet van haar belofte houdt. (552, 1504, 779, 1529)
next-page-fragment: A.s. Di (1495, 750, 1524, 761)
issue-date: Zaterdag 12 Juli 1952 (1339, 173, 1465, 186)
middelharnis-body (1040, 1324, 1247, 1674)
overgang-lead-2: Van de 2e naar de 3e klasse: (1040, 426, 1157, 436)
article-paragraph: Naar ons werd medegedeeld, heeft de verkoop van de zomerzegels, die in 1951 bedroeg f 281,22, in 1952 opgeleverd een totaalbedrag van f 1261,04, derhalve een stijging in de verkoop van plm f 980.—. (552, 241, 779, 292)
article-paragraph: O.N.O. wind, warm. Te duif vloog 867 meter. 1, 5, 9, 23, 31 Melsaard de Gans, Stad aan 't Haringvliet; 2, 3, 6, 7, 16 M. J. Kalkman, Middelharnis; J. Nelis, Middelharnis, trekt scheerweg; 10 K. Peckstok, Dirksland; 11 J. C. Visser, Stad aan 't Haringvliet; 12, 15, 25, 34 A. de Gans, Middelharnis; 13 A. Koole, Dirksland; 14, 41, 4 J. Vijfhuizen Sommelsdijk; 17 D. Wittekoek, Middelharnis; 18 D. Peeman, Middelharnis; 19 A. Zoon, Dirksland; 20 Gebr. de Beer, Middelharnis; 21 Stand kampioenschap op fondsvluchten is, 2e, 3e en 4e prijs; Melsaard de Gans, Stad aan 't Haringvliet; 5e plaats J. Vijfhuizen; 6e plaats Joh. Visser. (Slechts 9 duiven vlogen tweemaal raak.) (796, 1495, 1022, 1662)
next-page-fragment: HA (1495, 1064, 1509, 1074)
column-4 (796, 201, 1022, 2130)
article-paragraph: Woensdag heeft Dr. Adenauer, Kanselier van West-Duitsland in de Bondsdag de twee verdragen, die opgesteld zijn in samenwerking met Amerika, Engeland en Frankrijk verdedigd. (308, 804, 535, 855)
next-page-fragment: Hi (1495, 1004, 1504, 1015)
ballon-results: 166, 174, 177, 178, M. van der Slik 24, (gevonden aan de Armeewegj); 200 C. J. van Eck, Bredestraat 160, Wadenoyen (bij Tiel); 201 Joh. Mallepaard, Molendijk 85 te Stad aan 't Haringvliet; 171 A. Luijten, Hartel 11, Spijkenisse; H. van Rijswijk, W. Achterweg 49, Middelharnis; 158 T. Bos te Giessendam B 18; 7 Abe Sigrid Schaffeld, Herzebroich 61, Kreis Borken, in Westfalen (Duitsland); 46 L. van der Steldt, Nolweg 22A, Schiehuizen Z.H.; 31 P. van der Ven, Vlagdijk 260, Hendrik Ido Ambacht; 86 C. J. van Leeuwen, Huis ten Dorp 40, Schipluiden (bij Delft); 76 Mej. B. de Bruin, Giessendam C 130; 222 A. Barendrecht, Molendijk 158, Oudenhoorn. (1040, 1026, 1247, 1206)
article-paragraph: „Deze verdachte heeft wel op wat te forse wijze getracht een geschil tussen hem en zijn werkgever tot een oplossing te brengen. Eerst woorden en toen daden, dat wil zeggen klappen. Hij is volkomen fout geweest en daarom eis ik vijfentwintig gulden boete, of tien dagen ziten", aldus de officier van Justitie bij de behandeling van de zaak tegen de 21-jarige monteur P. K. uit Middelharnis, die zijn patroon de garagehouder L. A. Blokland, wegens verschil van mening over een vacantiedag, op 17 Mei met de vuist in het gezicht had geslagen. (796, 272, 1022, 413)
next-page-fragment: D (1495, 974, 1503, 985)
section-rule (1040, 1241, 1247, 1242)
article-paragraph: De politierechter was van oordeel, dat K. het maar eens in zijn beurs moest voelen, dat zijn optreden fout was en veroordeelde hem conform de eis van de officier. (796, 530, 1022, 567)
amilda-advertisement (64, 1188, 291, 1232)
next-page-fragment: Anna in M (1495, 690, 1540, 702)
rolfilms-advertisement (1265, 1500, 1467, 1587)
next-page-fragment: Zaterdag I (1495, 721, 1541, 732)
article-paragraph: Dat in Juni 27 afgevaardigden het advies van de partijraad niet hadden opgevolgd, maar Pinay gesteund, werd in de partij heel ernstig opgevat. (308, 1690, 535, 1727)
next-page-fragment: VE (1495, 1153, 1509, 1164)
next-page-fragment: ohe Ween (1495, 885, 1541, 895)
article-paragraph: Spreekt men aan de ene zijde van een links georiënteerd land, aan de andere zijde blijkt het, dat Mexico verschillende Westerse begrippen huldigt. (552, 1324, 779, 1362)
stellendam-heading: STELLENDAM (1330, 1048, 1401, 1060)
article-paragraph: Van enkele van de St. Maur en Nationale Raad beleggd om hierover te beslissen. (308, 1732, 535, 1756)
